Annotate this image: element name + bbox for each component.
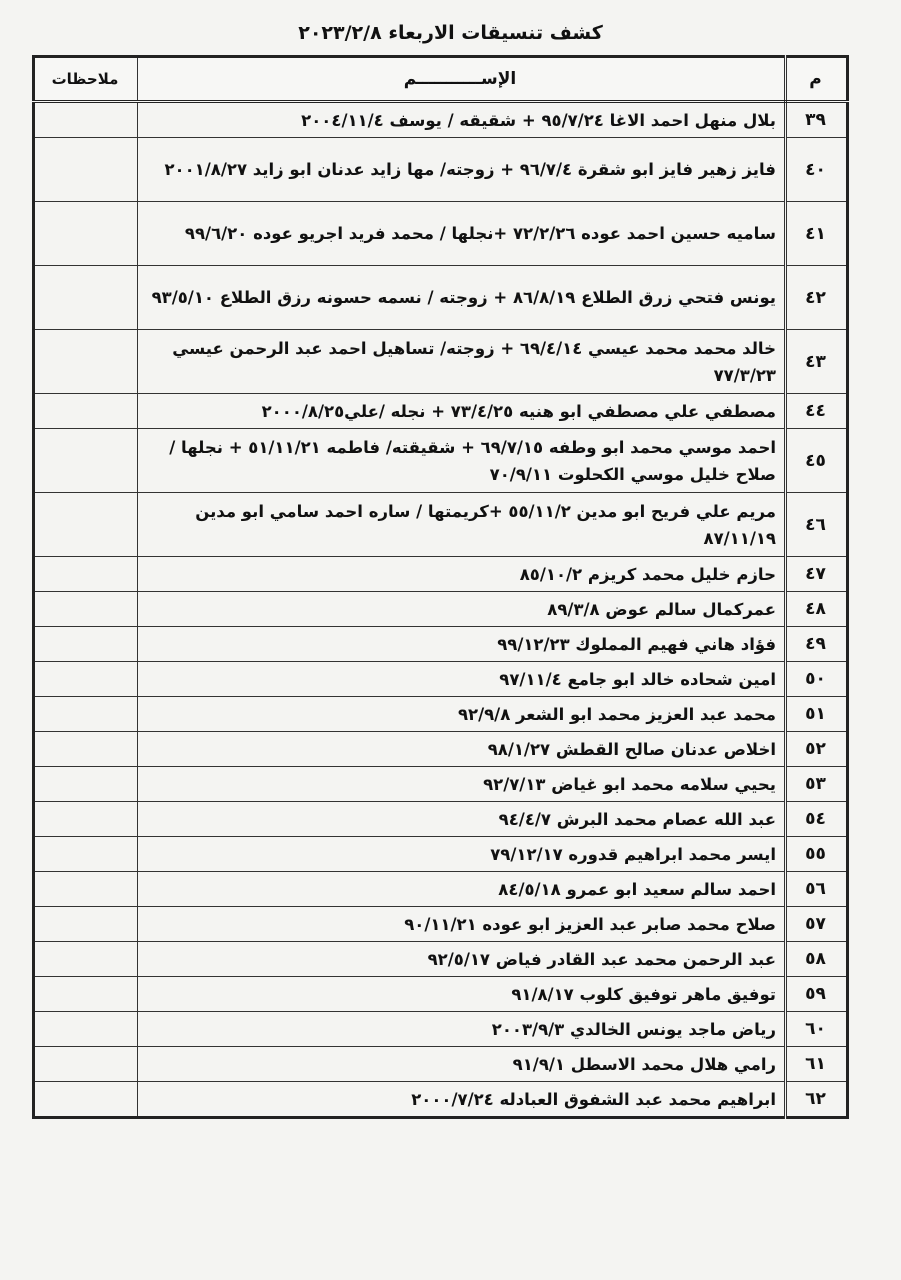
row-name: ساميه حسين احمد عوده ٧٢/٢/٢٦ +نجلها / محمد فريد اجريو عوده ٩٩/٦/٢٠ xyxy=(138,202,786,266)
row-name: صلاح محمد صابر عبد العزيز ابو عوده ٩٠/١١/٢١ xyxy=(138,907,786,942)
table-row xyxy=(34,1047,848,1082)
row-name: فايز زهير فايز ابو شقرة ٩٦/٧/٤ + زوجته/ مها زايد عدنان ابو زايد ٢٠٠١/٨/٢٧ xyxy=(138,138,786,202)
row-notes xyxy=(34,1012,138,1047)
row-notes xyxy=(34,697,138,732)
row-notes xyxy=(34,394,138,429)
row-number: ٥٢ xyxy=(786,732,848,767)
row-notes xyxy=(34,429,138,493)
row-number: ٥٧ xyxy=(786,907,848,942)
row-number: ٥٨ xyxy=(786,942,848,977)
row-number: ٤٢ xyxy=(786,266,848,330)
row-notes xyxy=(34,627,138,662)
row-notes xyxy=(34,802,138,837)
row-number: ٤٧ xyxy=(786,557,848,592)
row-number: ٥١ xyxy=(786,697,848,732)
row-notes xyxy=(34,1047,138,1082)
row-notes xyxy=(34,872,138,907)
row-number: ٤٦ xyxy=(786,493,848,557)
row-notes xyxy=(34,977,138,1012)
table-row xyxy=(34,802,848,837)
table-row xyxy=(34,767,848,802)
row-number: ٥٥ xyxy=(786,837,848,872)
row-name: مريم علي فريح ابو مدين ٥٥/١١/٢ +كريمتها / ساره احمد سامي ابو مدين ٨٧/١١/١٩ xyxy=(138,493,786,557)
row-name: عمركمال سالم عوض ٨٩/٣/٨ xyxy=(138,592,786,627)
row-number: ٤٣ xyxy=(786,330,848,394)
table-row xyxy=(34,429,848,493)
table-row xyxy=(34,872,848,907)
table-row xyxy=(34,732,848,767)
row-notes xyxy=(34,102,138,138)
table-header-row xyxy=(34,57,848,102)
row-notes xyxy=(34,138,138,202)
column-header-number: م xyxy=(786,57,848,102)
row-name: حازم خليل محمد كريزم ٨٥/١٠/٢ xyxy=(138,557,786,592)
row-notes xyxy=(34,767,138,802)
row-number: ٥٩ xyxy=(786,977,848,1012)
row-notes xyxy=(34,202,138,266)
row-name: بلال منهل احمد الاغا ٩٥/٧/٢٤ + شقيقه / يوسف ٢٠٠٤/١١/٤ xyxy=(138,102,786,138)
row-number: ٥٤ xyxy=(786,802,848,837)
row-name: اخلاص عدنان صالح القطش ٩٨/١/٢٧ xyxy=(138,732,786,767)
row-number: ٦١ xyxy=(786,1047,848,1082)
row-number: ٤٥ xyxy=(786,429,848,493)
row-name: فؤاد هاني فهيم المملوك ٩٩/١٢/٢٣ xyxy=(138,627,786,662)
table-row xyxy=(34,942,848,977)
coordination-table xyxy=(32,55,849,1119)
row-name: يحيي سلامه محمد ابو غياض ٩٢/٧/١٣ xyxy=(138,767,786,802)
table-row xyxy=(34,493,848,557)
row-name: ايسر محمد ابراهيم قدوره ٧٩/١٢/١٧ xyxy=(138,837,786,872)
row-notes xyxy=(34,662,138,697)
row-number: ٤٠ xyxy=(786,138,848,202)
row-number: ٥٣ xyxy=(786,767,848,802)
row-notes xyxy=(34,1082,138,1118)
row-number: ٦٢ xyxy=(786,1082,848,1118)
column-header-name: الإســـــــــــم xyxy=(138,57,786,102)
row-name: توفيق ماهر توفيق كلوب ٩١/٨/١٧ xyxy=(138,977,786,1012)
row-number: ٥٦ xyxy=(786,872,848,907)
row-name: مصطفي علي مصطفي ابو هنيه ٧٣/٤/٢٥ + نجله /علي٢٠٠٠/٨/٢٥ xyxy=(138,394,786,429)
row-number: ٤٨ xyxy=(786,592,848,627)
row-name: عبد الرحمن محمد عبد القادر فياض ٩٢/٥/١٧ xyxy=(138,942,786,977)
table-row xyxy=(34,627,848,662)
row-notes xyxy=(34,330,138,394)
row-number: ٥٠ xyxy=(786,662,848,697)
table-row xyxy=(34,837,848,872)
row-notes xyxy=(34,942,138,977)
row-notes xyxy=(34,907,138,942)
table-row xyxy=(34,697,848,732)
row-notes xyxy=(34,592,138,627)
row-name: ابراهيم محمد عبد الشفوق العبادله ٢٠٠٠/٧/٢٤ xyxy=(138,1082,786,1118)
table-row xyxy=(34,330,848,394)
table-row xyxy=(34,977,848,1012)
row-name: يونس فتحي زرق الطلاع ٨٦/٨/١٩ + زوجته / نسمه حسونه رزق الطلاع ٩٣/٥/١٠ xyxy=(138,266,786,330)
table-row xyxy=(34,394,848,429)
row-number: ٤٩ xyxy=(786,627,848,662)
row-number: ٤٤ xyxy=(786,394,848,429)
table-row xyxy=(34,662,848,697)
row-number: ٦٠ xyxy=(786,1012,848,1047)
table-row xyxy=(34,102,848,138)
row-number: ٣٩ xyxy=(786,102,848,138)
table-row xyxy=(34,266,848,330)
row-notes xyxy=(34,837,138,872)
row-name: خالد محمد محمد عيسي ٦٩/٤/١٤ + زوجته/ تساهيل احمد عبد الرحمن عيسي ٧٧/٣/٢٣ xyxy=(138,330,786,394)
page-title: كشف تنسيقات الاربعاء ٢٠٢٣/٢/٨ xyxy=(298,22,603,44)
row-name: محمد عبد العزيز محمد ابو الشعر ٩٢/٩/٨ xyxy=(138,697,786,732)
table-row xyxy=(34,1012,848,1047)
row-name: امين شحاده خالد ابو جامع ٩٧/١١/٤ xyxy=(138,662,786,697)
row-name: احمد سالم سعيد ابو عمرو ٨٤/٥/١٨ xyxy=(138,872,786,907)
table-row xyxy=(34,202,848,266)
table-row xyxy=(34,1082,848,1118)
table-row xyxy=(34,138,848,202)
table-row xyxy=(34,592,848,627)
table-row xyxy=(34,557,848,592)
row-notes xyxy=(34,557,138,592)
row-notes xyxy=(34,266,138,330)
row-name: رامي هلال محمد الاسطل ٩١/٩/١ xyxy=(138,1047,786,1082)
row-notes xyxy=(34,732,138,767)
row-notes xyxy=(34,493,138,557)
row-name: احمد موسي محمد ابو وطفه ٦٩/٧/١٥ + شقيقته/ فاطمه ٥١/١١/٢١ + نجلها / صلاح خليل موسي الكحلوت ٧٠/٩/١١ xyxy=(138,429,786,493)
column-header-notes: ملاحظات xyxy=(34,57,138,102)
row-number: ٤١ xyxy=(786,202,848,266)
table-row xyxy=(34,907,848,942)
row-name: رياض ماجد يونس الخالدي ٢٠٠٣/٩/٣ xyxy=(138,1012,786,1047)
row-name: عبد الله عصام محمد البرش ٩٤/٤/٧ xyxy=(138,802,786,837)
